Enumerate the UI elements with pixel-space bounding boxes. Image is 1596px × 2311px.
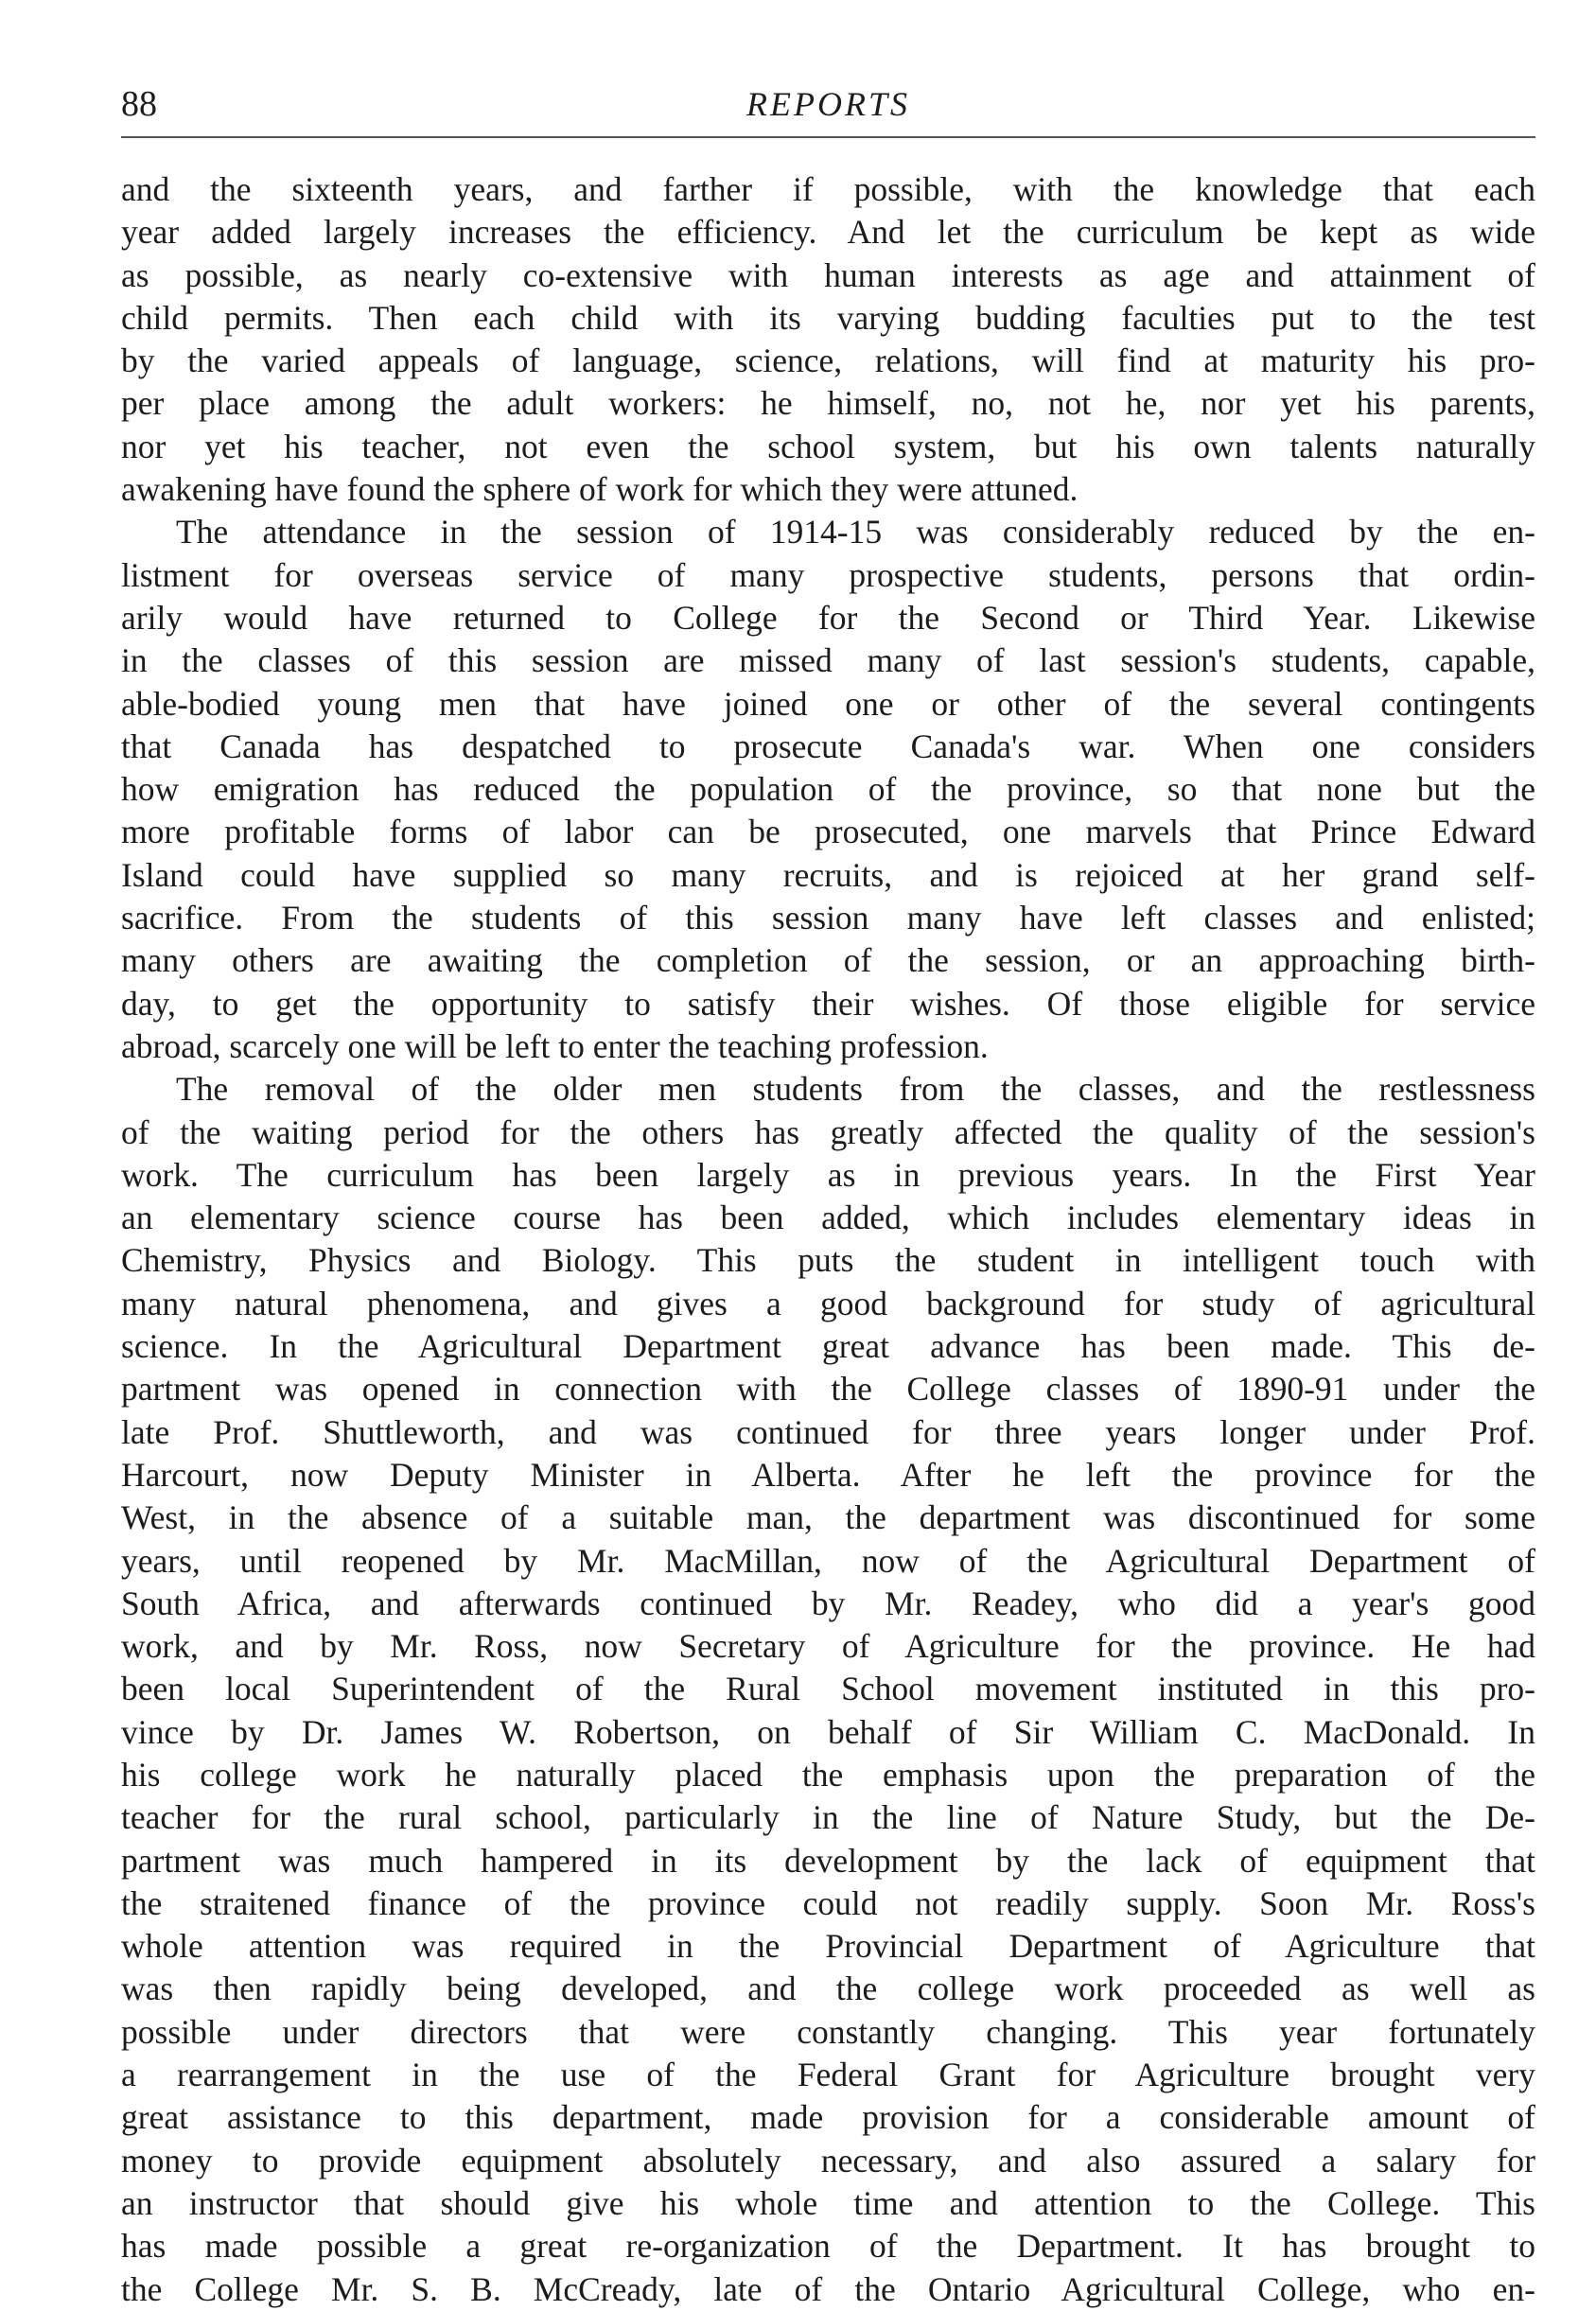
text-line: great assistance to this department, made provision for a considerable amount of: [121, 2098, 1535, 2137]
text-line: and the sixteenth years, and farther if possible, with the knowledge that each: [121, 170, 1535, 208]
text-line: more profitable forms of labor can be prosecuted, one marvels that Prince Edward: [121, 813, 1535, 851]
text-line: South Africa, and afterwards continued by Mr. Readey, who did a year's good: [121, 1584, 1535, 1622]
text-line: Chemistry, Physics and Biology. This puts the student in intelligent touch with: [121, 1241, 1535, 1280]
text-line: whole attention was required in the Provincial Department of Agriculture that: [121, 1927, 1535, 1966]
text-line: has made possible a great re-organization of the Department. It has brought to: [121, 2227, 1535, 2266]
text-line: was then rapidly being developed, and the college work proceeded as well as: [121, 1970, 1535, 2008]
text-line: teacher for the rural school, particularly in the line of Nature Study, but the De-: [121, 1798, 1535, 1837]
text-line: money to provide equipment absolutely necessary, and also assured a salary for: [121, 2141, 1535, 2180]
text-line: nor yet his teacher, not even the school system, but his own talents naturally: [121, 427, 1535, 465]
text-line: years, until reopened by Mr. MacMillan, now of the Agricultural Department of: [121, 1541, 1535, 1580]
text-line: vince by Dr. James W. Robertson, on behalf of Sir William C. MacDonald. In: [121, 1712, 1535, 1751]
text-line: partment was much hampered in its development by the lack of equipment that: [121, 1841, 1535, 1880]
text-line: the straitened finance of the province could not readily supply. Soon Mr. Ross's: [121, 1883, 1535, 1922]
text-line: an instructor that should give his whole time and attention to the College. This: [121, 2183, 1535, 2222]
text-line: as possible, as nearly co-extensive with human interests as age and attainment of: [121, 255, 1535, 294]
header-rule: [121, 136, 1535, 138]
text-line: work, and by Mr. Ross, now Secretary of Agriculture for the province. He had: [121, 1627, 1535, 1666]
text-line: that Canada has despatched to prosecute Canada's war. When one considers: [121, 727, 1535, 765]
text-line: Island could have supplied so many recruits, and is rejoiced at her grand self-: [121, 855, 1535, 894]
body-text: [121, 168, 1535, 2311]
text-line: partment was opened in connection with the College classes of 1890-91 under the: [121, 1370, 1535, 1409]
text-line: West, in the absence of a suitable man, the department was discontinued for some: [121, 1498, 1535, 1537]
text-line: possible under directors that were constantly changing. This year fortunately: [121, 2012, 1535, 2051]
text-line: per place among the adult workers: he himself, no, not he, nor yet his parents,: [121, 384, 1535, 423]
text-line: many natural phenomena, and gives a good background for study of agricultural: [121, 1284, 1535, 1322]
text-line: day, to get the opportunity to satisfy their wishes. Of those eligible for service: [121, 984, 1535, 1023]
text-line: child permits. Then each child with its varying budding faculties put to the test: [121, 298, 1535, 337]
text-line: of the waiting period for the others has greatly affected the quality of the session's: [121, 1112, 1535, 1151]
text-line: in the classes of this session are missed many of last session's students, capable,: [121, 641, 1535, 680]
paragraph: [121, 511, 1535, 1068]
text-line: his college work he naturally placed the emphasis upon the preparation of the: [121, 1755, 1535, 1794]
text-line: Harcourt, now Deputy Minister in Alberta. After he left the province for the: [121, 1455, 1535, 1494]
text-line: listment for overseas service of many prospective students, persons that ordin-: [121, 555, 1535, 594]
text-line: many others are awaiting the completion of the session, or an approaching birth-: [121, 941, 1535, 980]
text-line: sacrifice. From the students of this session many have left classes and enlisted;: [121, 899, 1535, 937]
text-line: an elementary science course has been added, which includes elementary ideas in: [121, 1199, 1535, 1237]
page-header: [121, 76, 1535, 132]
text-line: awakening have found the sphere of work for which they were attuned.: [121, 470, 1079, 509]
text-line: a rearrangement in the use of the Federal Grant for Agriculture brought very: [121, 2056, 1535, 2094]
text-line: science. In the Agricultural Department great advance has been made. This de-: [121, 1327, 1535, 1366]
text-line: work. The curriculum has been largely as in previous years. In the First Year: [121, 1155, 1535, 1194]
text-line: The removal of the older men students from the classes, and the restlessness: [176, 1070, 1535, 1109]
text-line: abroad, scarcely one will be left to enter the teaching profession.: [121, 1026, 989, 1065]
text-line: year added largely increases the efficiency. And let the curriculum be kept as wide: [121, 213, 1535, 252]
text-line: by the varied appeals of language, science, relations, will find at maturity his pro-: [121, 341, 1535, 380]
text-line: late Prof. Shuttleworth, and was continued for three years longer under Prof.: [121, 1412, 1535, 1451]
text-line: how emigration has reduced the population of the province, so that none but the: [121, 770, 1535, 809]
page-number: 88: [121, 84, 157, 124]
paragraph: [121, 168, 1535, 511]
text-line: The attendance in the session of 1914-15 was considerably reduced by the en-: [176, 513, 1535, 551]
text-line: the College Mr. S. B. McCready, late of the Ontario Agricultural College, who en-: [121, 2269, 1535, 2308]
paragraph: [121, 1068, 1535, 2311]
text-line: arily would have returned to College for the Second or Third Year. Likewise: [121, 598, 1535, 637]
running-title: REPORTS: [746, 85, 910, 123]
text-line: been local Superintendent of the Rural School movement instituted in this pro-: [121, 1670, 1535, 1708]
text-line: able-bodied young men that have joined one or other of the several contingents: [121, 684, 1535, 723]
